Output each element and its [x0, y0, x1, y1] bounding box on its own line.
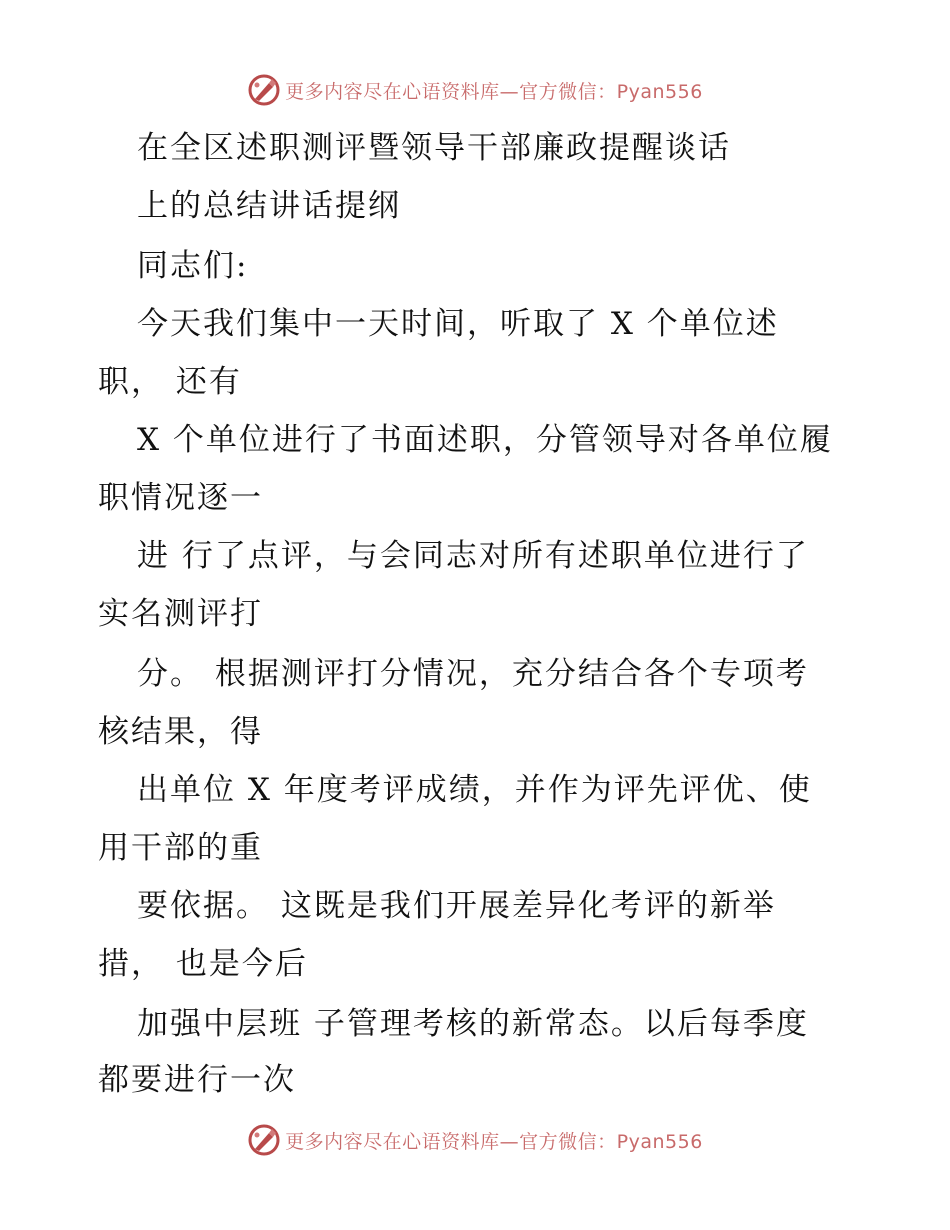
paragraph-line: 用干部的重	[98, 830, 263, 866]
paragraph-line: 核结果，得	[98, 714, 263, 750]
paragraph-line: 职情况逐一	[98, 480, 263, 516]
paragraph-line: 实名测评打	[98, 596, 263, 632]
paragraph-line: 进 行了点评，与会同志对所有述职单位进行了	[137, 538, 809, 574]
document-title-line-2: 上的总结讲话提纲	[137, 188, 401, 224]
watermark-text: 更多内容尽在心语资料库—官方微信：Pyan556	[285, 80, 703, 103]
paragraph-line: 措， 也是今后	[98, 946, 308, 982]
paragraph-line: 职， 还有	[98, 364, 242, 400]
salutation: 同志们:	[137, 248, 249, 284]
paragraph-line: 今天我们集中一天时间，听取了 X 个单位述	[137, 306, 779, 342]
paragraph-line: 都要进行一次	[98, 1062, 296, 1098]
footer-watermark	[0, 1120, 950, 1160]
paragraph-line: 要依据。 这既是我们开展差异化考评的新举	[137, 888, 776, 924]
paragraph-line: X 个单位进行了书面述职，分管领导对各单位履	[137, 422, 833, 458]
paragraph-line: 加强中层班 子管理考核的新常态。以后每季度	[137, 1006, 809, 1042]
pen-logo-icon	[247, 1123, 281, 1157]
paragraph-line: 分。 根据测评打分情况，充分结合各个专项考	[137, 656, 809, 692]
watermark-text: 更多内容尽在心语资料库—官方微信：Pyan556	[285, 1130, 703, 1153]
paragraph-line: 出单位 X 年度考评成绩，并作为评先评优、使	[137, 772, 812, 808]
document-title-line-1: 在全区述职测评暨领导干部廉政提醒谈话	[137, 130, 731, 166]
